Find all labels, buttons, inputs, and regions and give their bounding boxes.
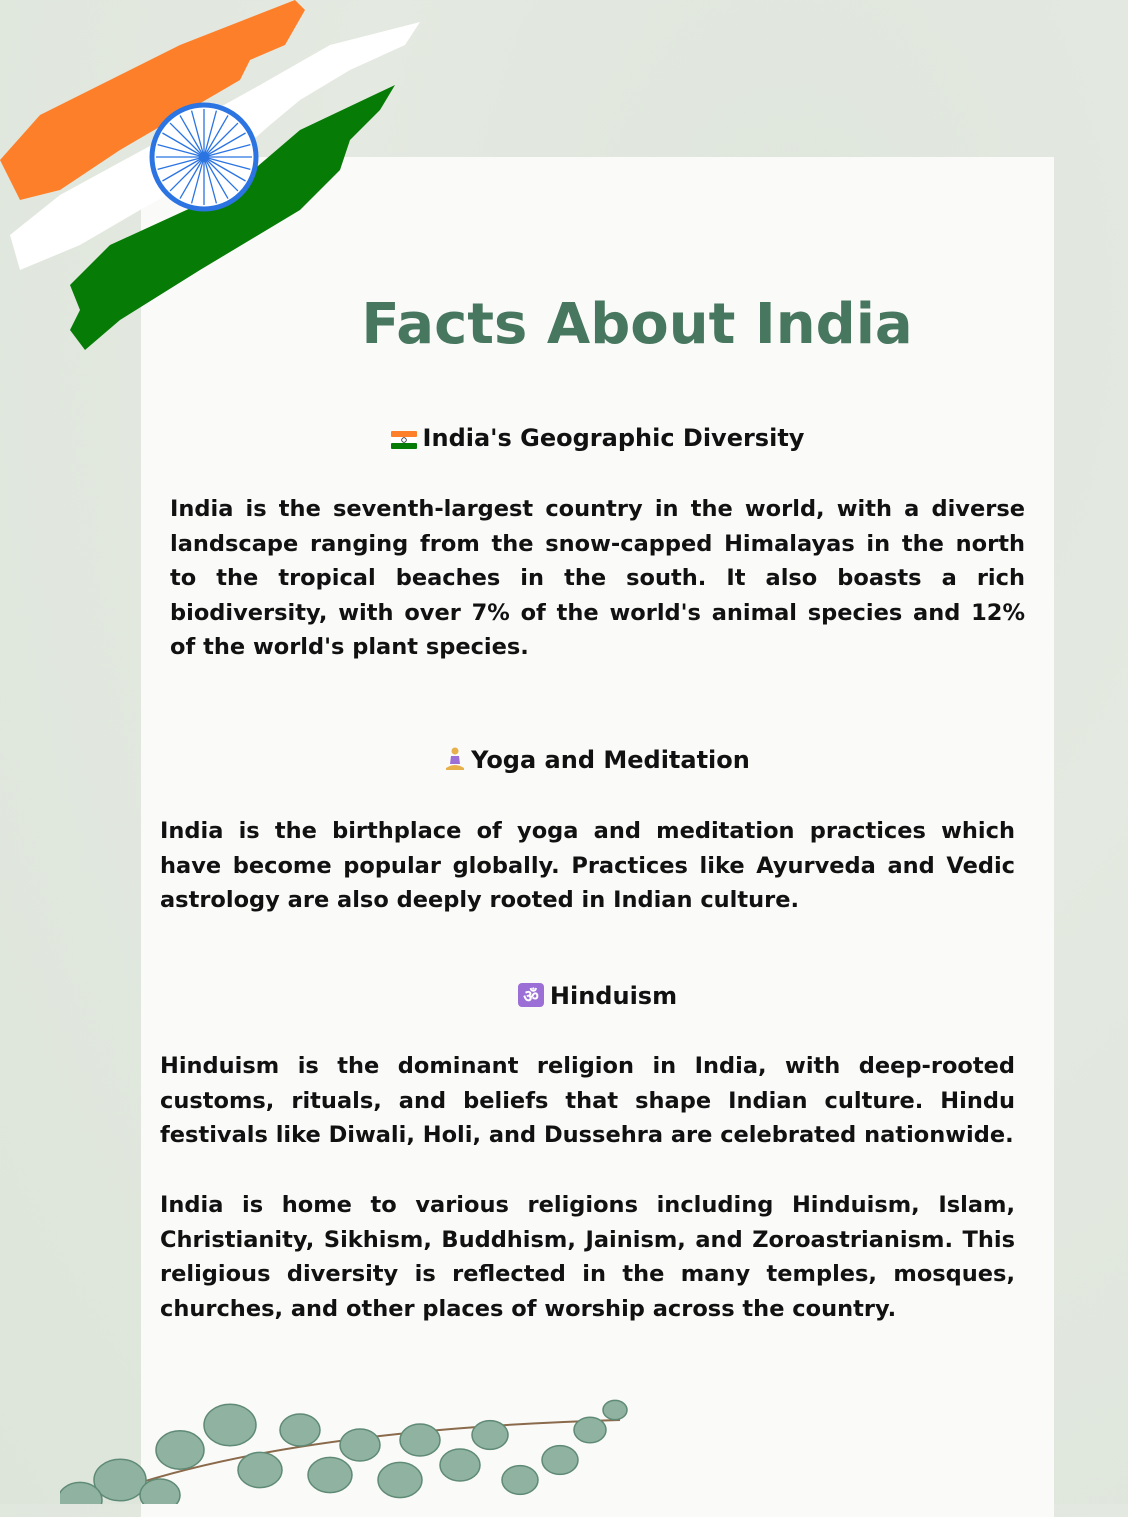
leaf [204, 1404, 256, 1446]
leaf [472, 1421, 508, 1450]
heading-text: Yoga and Meditation [471, 746, 750, 774]
leaf [140, 1479, 180, 1504]
section-heading-yoga [141, 746, 1054, 777]
page-title: Facts About India [361, 292, 913, 357]
leaf [440, 1449, 480, 1481]
leaf [280, 1414, 320, 1446]
heading-text: Hinduism [549, 982, 678, 1010]
leaf [378, 1462, 422, 1497]
leaf [574, 1417, 606, 1443]
leaf [94, 1459, 146, 1501]
om-icon [518, 983, 544, 1013]
ashoka-chakra-icon [152, 105, 256, 209]
svg-text:ॐ: ॐ [523, 987, 539, 1007]
paragraph-religions: India is home to various religions including Hinduism, Islam, Christianity, Sikhism, Buddhism, Jainism, and Zoroastrianism. This religious diversity is reflected in the many temples, mosques, churches, and other places of worship across the country. [160, 1192, 1015, 1322]
paragraph-yoga: India is the birthplace of yoga and meditation practices which have become popular globally. Practices like Ayurveda and Vedic astrology are also deeply rooted in Indian culture. [160, 818, 1015, 914]
leaf [542, 1446, 578, 1475]
leaf [603, 1400, 627, 1419]
section-heading-geography [141, 424, 1054, 455]
paragraph-hinduism: Hinduism is the dominant religion in India, with deep-rooted customs, rituals, and beliefs that shape Indian culture. Hindu festivals like Diwali, Holi, and Dussehra are celebrated nationwide. [160, 1053, 1015, 1149]
yoga-person-icon [445, 747, 465, 777]
leaf [308, 1457, 352, 1492]
heading-text: India's Geographic Diversity [422, 424, 805, 452]
eucalyptus-leaves-decoration [60, 1390, 640, 1504]
leaf [502, 1466, 538, 1495]
paragraph-geography: India is the seventh-largest country in the world, with a diverse landscape ranging from the snow-capped Himalayas in the north to the tropical beaches in the south. It also boasts a rich biodiversity, with over 7% of the world's animal species and 12% of the world's plant species. [170, 496, 1025, 661]
leaf [340, 1429, 380, 1461]
india-flag-icon [391, 427, 417, 455]
leaf [156, 1431, 204, 1469]
leaf [238, 1452, 282, 1487]
section-heading-hinduism [141, 982, 1054, 1013]
leaf [400, 1424, 440, 1456]
